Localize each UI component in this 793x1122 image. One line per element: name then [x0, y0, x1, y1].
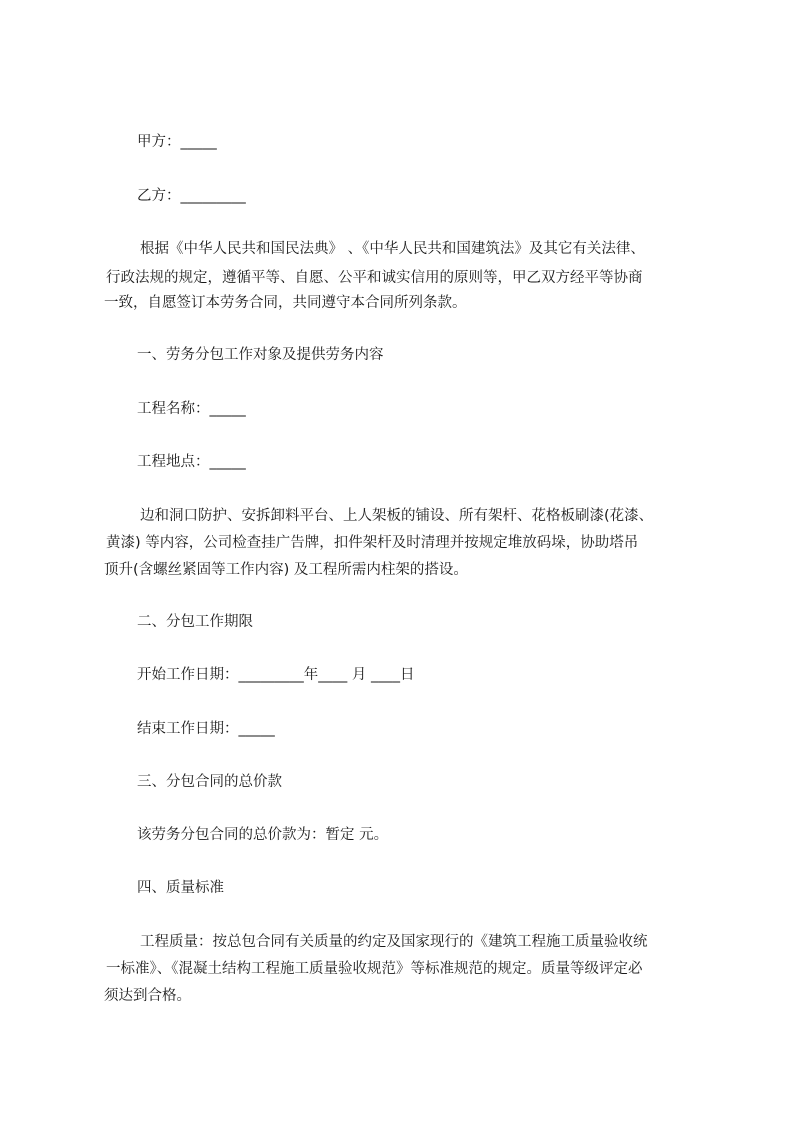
quality-line-2: 一标准》、《混凝土结构工程施工质量验收规范》等标准规范的规定。质量等级评定必	[106, 961, 643, 977]
project-name-line: 工程名称：_____	[137, 401, 246, 417]
quality-line-1: 工程质量：按总包合同有关质量的约定及国家现行的《建筑工程施工质量验收统	[140, 934, 648, 950]
start-date-line: 开始工作日期：_________年____ 月 ____日	[137, 667, 415, 683]
section1-content-line-3: 顶升(含螺丝紧固等工作内容) 及工程所需内柱架的搭设。	[104, 562, 468, 578]
section4-heading: 四、质量标准	[137, 880, 224, 896]
party-b-line: 乙方：_________	[137, 188, 246, 204]
end-date-line: 结束工作日期：_____	[137, 721, 275, 737]
section2-heading: 二、分包工作期限	[137, 614, 253, 630]
quality-line-3: 须达到合格。	[104, 988, 191, 1004]
party-a-line: 甲方：_____	[137, 134, 217, 150]
project-location-line: 工程地点：_____	[137, 454, 246, 470]
section1-content-line-1: 边和洞口防护、安拆卸料平台、上人架板的铺设、所有架杆、花格板刷漆(花漆、	[140, 508, 654, 524]
total-price-line: 该劳务分包合同的总价款为：暂定 元。	[137, 827, 389, 843]
section1-heading: 一、劳务分包工作对象及提供劳务内容	[137, 347, 384, 363]
section1-content-line-2: 黄漆) 等内容，公司检查挂广告牌，扣件架杆及时清理并按规定堆放码垛，协助塔吊	[106, 535, 639, 551]
preamble-line-3: 一致，自愿签订本劳务合同，共同遵守本合同所列条款。	[104, 295, 467, 311]
section3-heading: 三、分包合同的总价款	[137, 774, 282, 790]
preamble-line-1: 根据《中华人民共和国民法典》 、《中华人民共和国建筑法》及其它有关法律、	[140, 241, 645, 257]
preamble-line-2: 行政法规的规定，遵循平等、自愿、公平和诚实信用的原则等，甲乙双方经平等协商	[106, 270, 643, 286]
